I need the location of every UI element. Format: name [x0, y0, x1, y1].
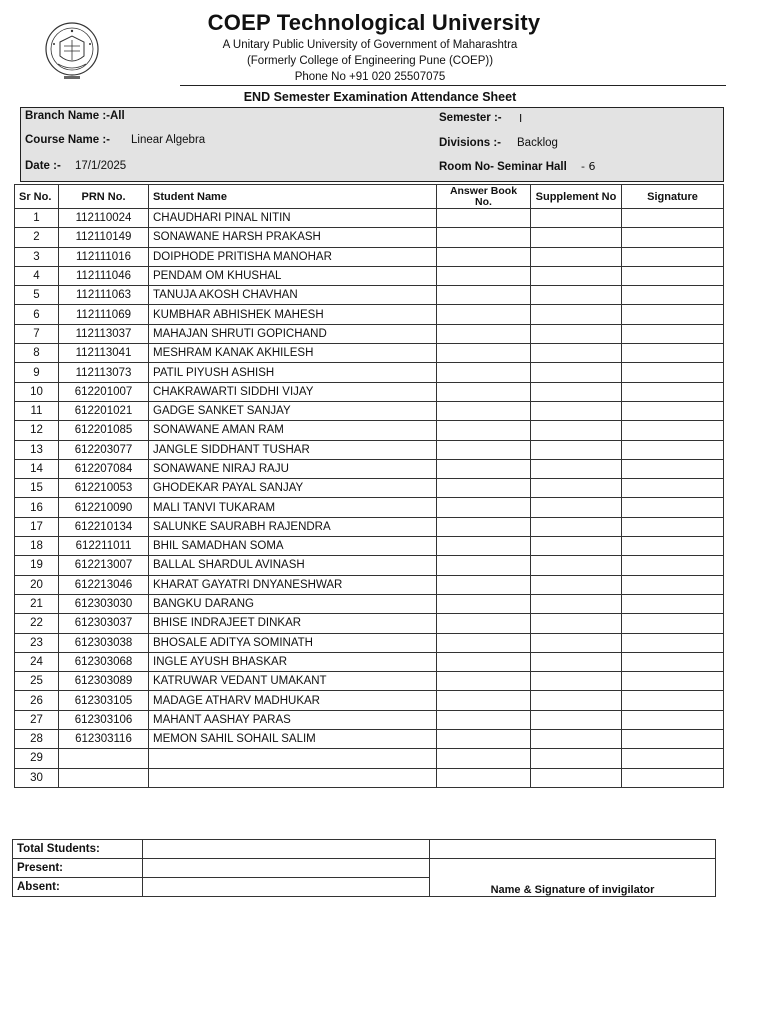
prn-cell: 112113037 — [59, 324, 149, 343]
prn-cell: 612303068 — [59, 652, 149, 671]
sr-cell: 29 — [15, 749, 59, 768]
sr-cell: 16 — [15, 498, 59, 517]
supplement-cell[interactable] — [531, 479, 622, 498]
sr-cell: 24 — [15, 652, 59, 671]
signature-cell[interactable] — [622, 421, 724, 440]
signature-cell[interactable] — [622, 633, 724, 652]
signature-cell[interactable] — [622, 344, 724, 363]
supplement-cell[interactable] — [531, 691, 622, 710]
present-label: Present: — [13, 859, 143, 878]
signature-cell[interactable] — [622, 247, 724, 266]
table-row — [15, 305, 724, 324]
supplement-cell[interactable] — [531, 324, 622, 343]
col-header-prn: PRN No. — [59, 185, 149, 209]
supplement-cell[interactable] — [531, 652, 622, 671]
supplement-cell[interactable] — [531, 440, 622, 459]
student-name-cell: SALUNKE SAURABH RAJENDRA — [149, 517, 437, 536]
supplement-cell[interactable] — [531, 575, 622, 594]
answer-book-cell[interactable] — [437, 363, 531, 382]
attendance-table — [14, 184, 724, 788]
sr-cell: 13 — [15, 440, 59, 459]
student-name-cell: SONAWANE NIRAJ RAJU — [149, 459, 437, 478]
supplement-cell[interactable] — [531, 768, 622, 787]
signature-cell[interactable] — [622, 479, 724, 498]
signature-cell[interactable] — [622, 209, 724, 228]
signature-cell[interactable] — [622, 672, 724, 691]
signature-cell[interactable] — [622, 691, 724, 710]
supplement-cell[interactable] — [531, 730, 622, 749]
prn-cell: 612201021 — [59, 401, 149, 420]
answer-book-cell[interactable] — [437, 459, 531, 478]
table-row — [15, 652, 724, 671]
table-row — [15, 401, 724, 420]
sheet-title: END Semester Examination Attendance Sheet — [243, 90, 517, 104]
student-name-cell: TANUJA AKOSH CHAVHAN — [149, 286, 437, 305]
prn-cell: 612203077 — [59, 440, 149, 459]
table-row — [15, 382, 724, 401]
signature-cell[interactable] — [622, 556, 724, 575]
table-row — [15, 768, 724, 787]
signature-cell[interactable] — [622, 305, 724, 324]
sr-cell: 27 — [15, 710, 59, 729]
prn-cell: 612303116 — [59, 730, 149, 749]
student-name-cell: GADGE SANKET SANJAY — [149, 401, 437, 420]
course-label: Course Name :- — [25, 134, 110, 146]
exam-info-box — [20, 107, 724, 182]
table-row — [15, 286, 724, 305]
semester-label: Semester :- — [439, 112, 502, 124]
student-name-cell: MALI TANVI TUKARAM — [149, 498, 437, 517]
supplement-cell[interactable] — [531, 556, 622, 575]
answer-book-cell[interactable] — [437, 247, 531, 266]
answer-book-cell[interactable] — [437, 344, 531, 363]
table-row — [15, 266, 724, 285]
table-row — [15, 575, 724, 594]
signature-cell[interactable] — [622, 517, 724, 536]
student-name-cell: PENDAM OM KHUSHAL — [149, 266, 437, 285]
total-students-label: Total Students: — [13, 840, 143, 859]
supplement-cell[interactable] — [531, 344, 622, 363]
sr-cell: 19 — [15, 556, 59, 575]
signature-cell[interactable] — [622, 498, 724, 517]
sr-cell: 9 — [15, 363, 59, 382]
prn-cell: 112110149 — [59, 228, 149, 247]
sr-cell: 14 — [15, 459, 59, 478]
student-name-cell — [149, 749, 437, 768]
answer-book-cell[interactable] — [437, 228, 531, 247]
table-row — [15, 517, 724, 536]
supplement-cell[interactable] — [531, 459, 622, 478]
total-students-value[interactable] — [143, 840, 430, 859]
semester-value: I — [519, 112, 523, 125]
answer-book-cell[interactable] — [437, 710, 531, 729]
sr-cell: 10 — [15, 382, 59, 401]
divisions-label: Divisions :- — [439, 137, 501, 149]
supplement-cell[interactable] — [531, 382, 622, 401]
sr-cell: 12 — [15, 421, 59, 440]
prn-cell: 612207084 — [59, 459, 149, 478]
signature-cell[interactable] — [622, 614, 724, 633]
supplement-cell[interactable] — [531, 305, 622, 324]
prn-cell: 612213046 — [59, 575, 149, 594]
supplement-cell[interactable] — [531, 421, 622, 440]
prn-cell: 612210053 — [59, 479, 149, 498]
university-seal-icon — [40, 20, 104, 82]
sr-cell: 1 — [15, 209, 59, 228]
signature-cell[interactable] — [622, 749, 724, 768]
supplement-cell[interactable] — [531, 363, 622, 382]
answer-book-cell[interactable] — [437, 324, 531, 343]
table-row — [15, 209, 724, 228]
prn-cell: 612201007 — [59, 382, 149, 401]
answer-book-cell[interactable] — [437, 575, 531, 594]
table-row — [15, 556, 724, 575]
sr-cell: 17 — [15, 517, 59, 536]
answer-book-cell[interactable] — [437, 209, 531, 228]
university-phone: Phone No +91 020 25507075 — [294, 71, 446, 83]
answer-book-cell[interactable] — [437, 421, 531, 440]
signature-cell[interactable] — [622, 537, 724, 556]
table-row — [15, 247, 724, 266]
prn-cell: 112111069 — [59, 305, 149, 324]
student-name-cell: BANGKU DARANG — [149, 594, 437, 613]
prn-cell: 612213007 — [59, 556, 149, 575]
prn-cell: 612210090 — [59, 498, 149, 517]
signature-cell[interactable] — [622, 382, 724, 401]
col-header-signature: Signature — [622, 185, 724, 209]
prn-cell: 612210134 — [59, 517, 149, 536]
answer-book-cell[interactable] — [437, 440, 531, 459]
supplement-cell[interactable] — [531, 633, 622, 652]
student-name-cell: MADAGE ATHARV MADHUKAR — [149, 691, 437, 710]
prn-cell: 112113041 — [59, 344, 149, 363]
course-value: Linear Algebra — [131, 134, 206, 146]
date-label: Date :- — [25, 160, 61, 172]
answer-book-cell[interactable] — [437, 614, 531, 633]
signature-cell[interactable] — [622, 440, 724, 459]
total-students-row — [13, 840, 716, 859]
room-label: Room No- Seminar Hall — [439, 161, 567, 173]
university-subtitle: A Unitary Public University of Government of Maharashtra — [222, 39, 518, 51]
student-name-cell: INGLE AYUSH BHASKAR — [149, 652, 437, 671]
col-header-answer-book: Answer Book No. — [437, 185, 531, 209]
university-name: COEP Technological University — [207, 10, 541, 35]
answer-book-cell[interactable] — [437, 691, 531, 710]
signature-cell[interactable] — [622, 459, 724, 478]
sr-cell: 25 — [15, 672, 59, 691]
table-row — [15, 594, 724, 613]
table-row — [15, 614, 724, 633]
signature-cell[interactable] — [622, 266, 724, 285]
table-row — [15, 498, 724, 517]
student-name-cell: KUMBHAR ABHISHEK MAHESH — [149, 305, 437, 324]
answer-book-cell[interactable] — [437, 498, 531, 517]
student-name-cell: MAHANT AASHAY PARAS — [149, 710, 437, 729]
student-name-cell: MEMON SAHIL SOHAIL SALIM — [149, 730, 437, 749]
university-former-name: (Formerly College of Engineering Pune (COEP)) — [246, 55, 494, 67]
signature-cell[interactable] — [622, 286, 724, 305]
sr-cell: 28 — [15, 730, 59, 749]
prn-cell: 112113073 — [59, 363, 149, 382]
signature-cell[interactable] — [622, 401, 724, 420]
absent-value[interactable] — [143, 878, 430, 897]
answer-book-cell[interactable] — [437, 594, 531, 613]
sr-cell: 18 — [15, 537, 59, 556]
prn-cell: 612303037 — [59, 614, 149, 633]
prn-cell — [59, 768, 149, 787]
prn-cell: 612211011 — [59, 537, 149, 556]
sr-cell: 15 — [15, 479, 59, 498]
sr-cell: 6 — [15, 305, 59, 324]
supplement-cell[interactable] — [531, 401, 622, 420]
table-row — [15, 228, 724, 247]
student-name-cell — [149, 768, 437, 787]
answer-book-cell[interactable] — [437, 401, 531, 420]
prn-cell: 112110024 — [59, 209, 149, 228]
student-name-cell: BHISE INDRAJEET DINKAR — [149, 614, 437, 633]
col-header-name: Student Name — [149, 185, 437, 209]
prn-cell: 112111046 — [59, 266, 149, 285]
prn-cell: 112111063 — [59, 286, 149, 305]
answer-book-cell[interactable] — [437, 286, 531, 305]
summary-table — [12, 839, 716, 897]
answer-book-cell[interactable] — [437, 633, 531, 652]
prn-cell: 612201085 — [59, 421, 149, 440]
answer-book-cell[interactable] — [437, 305, 531, 324]
prn-cell: 612303089 — [59, 672, 149, 691]
signature-cell[interactable] — [622, 363, 724, 382]
sr-cell: 22 — [15, 614, 59, 633]
sr-cell: 23 — [15, 633, 59, 652]
signature-cell[interactable] — [622, 575, 724, 594]
supplement-cell[interactable] — [531, 228, 622, 247]
prn-cell — [59, 749, 149, 768]
table-row — [15, 479, 724, 498]
sr-cell: 3 — [15, 247, 59, 266]
supplement-cell[interactable] — [531, 749, 622, 768]
student-name-cell: DOIPHODE PRITISHA MANOHAR — [149, 247, 437, 266]
table-row — [15, 672, 724, 691]
table-row — [15, 710, 724, 729]
supplement-cell[interactable] — [531, 266, 622, 285]
divisions-value: Backlog — [517, 137, 558, 149]
student-name-cell: MESHRAM KANAK AKHILESH — [149, 344, 437, 363]
prn-cell: 112111016 — [59, 247, 149, 266]
invigilator-cell-top — [430, 840, 716, 859]
sr-cell: 7 — [15, 324, 59, 343]
answer-book-cell[interactable] — [437, 517, 531, 536]
student-name-cell: PATIL PIYUSH ASHISH — [149, 363, 437, 382]
supplement-cell[interactable] — [531, 498, 622, 517]
header-divider — [180, 85, 726, 86]
table-row — [15, 633, 724, 652]
student-name-cell: MAHAJAN SHRUTI GOPICHAND — [149, 324, 437, 343]
student-name-cell: GHODEKAR PAYAL SANJAY — [149, 479, 437, 498]
prn-cell: 612303106 — [59, 710, 149, 729]
sr-cell: 5 — [15, 286, 59, 305]
sr-cell: 30 — [15, 768, 59, 787]
table-row — [15, 440, 724, 459]
supplement-cell[interactable] — [531, 672, 622, 691]
answer-book-cell[interactable] — [437, 749, 531, 768]
present-row — [13, 859, 716, 878]
signature-cell[interactable] — [622, 228, 724, 247]
absent-label: Absent: — [13, 878, 143, 897]
student-name-cell: JANGLE SIDDHANT TUSHAR — [149, 440, 437, 459]
col-header-sr: Sr No. — [15, 185, 59, 209]
student-name-cell: CHAUDHARI PINAL NITIN — [149, 209, 437, 228]
supplement-cell[interactable] — [531, 537, 622, 556]
table-row — [15, 459, 724, 478]
supplement-cell[interactable] — [531, 247, 622, 266]
answer-book-cell[interactable] — [437, 672, 531, 691]
date-value: 17/1/2025 — [75, 160, 127, 172]
invigilator-signature[interactable]: Name & Signature of invigilator — [430, 859, 716, 897]
sr-cell: 11 — [15, 401, 59, 420]
prn-cell: 612303030 — [59, 594, 149, 613]
table-row — [15, 324, 724, 343]
student-name-cell: BHIL SAMADHAN SOMA — [149, 537, 437, 556]
table-row — [15, 344, 724, 363]
signature-cell[interactable] — [622, 324, 724, 343]
table-row — [15, 363, 724, 382]
table-row — [15, 421, 724, 440]
sr-cell: 26 — [15, 691, 59, 710]
table-row — [15, 537, 724, 556]
answer-book-cell[interactable] — [437, 556, 531, 575]
student-name-cell: BALLAL SHARDUL AVINASH — [149, 556, 437, 575]
answer-book-cell[interactable] — [437, 537, 531, 556]
sr-cell: 8 — [15, 344, 59, 363]
answer-book-cell[interactable] — [437, 652, 531, 671]
answer-book-cell[interactable] — [437, 382, 531, 401]
table-row — [15, 749, 724, 768]
table-row — [15, 730, 724, 749]
signature-cell[interactable] — [622, 710, 724, 729]
answer-book-cell[interactable] — [437, 730, 531, 749]
answer-book-cell[interactable] — [437, 479, 531, 498]
student-name-cell: SONAWANE AMAN RAM — [149, 421, 437, 440]
signature-cell[interactable] — [622, 652, 724, 671]
supplement-cell[interactable] — [531, 614, 622, 633]
prn-cell: 612303105 — [59, 691, 149, 710]
supplement-cell[interactable] — [531, 286, 622, 305]
table-row — [15, 691, 724, 710]
table-header-row — [15, 185, 724, 209]
student-name-cell: KATRUWAR VEDANT UMAKANT — [149, 672, 437, 691]
col-header-supplement: Supplement No — [531, 185, 622, 209]
student-name-cell: CHAKRAWARTI SIDDHI VIJAY — [149, 382, 437, 401]
branch-name: Branch Name :-All — [25, 110, 125, 122]
supplement-cell[interactable] — [531, 209, 622, 228]
student-name-cell: SONAWANE HARSH PRAKASH — [149, 228, 437, 247]
sr-cell: 21 — [15, 594, 59, 613]
prn-cell: 612303038 — [59, 633, 149, 652]
student-name-cell: BHOSALE ADITYA SOMINATH — [149, 633, 437, 652]
signature-cell[interactable] — [622, 768, 724, 787]
supplement-cell[interactable] — [531, 517, 622, 536]
room-value: - 6 — [581, 160, 596, 173]
signature-cell[interactable] — [622, 594, 724, 613]
answer-book-cell[interactable] — [437, 266, 531, 285]
signature-cell[interactable] — [622, 730, 724, 749]
answer-book-cell[interactable] — [437, 768, 531, 787]
attendance-rows — [15, 209, 724, 788]
sr-cell: 4 — [15, 266, 59, 285]
present-value[interactable] — [143, 859, 430, 878]
supplement-cell[interactable] — [531, 710, 622, 729]
sr-cell: 20 — [15, 575, 59, 594]
sr-cell: 2 — [15, 228, 59, 247]
student-name-cell: KHARAT GAYATRI DNYANESHWAR — [149, 575, 437, 594]
supplement-cell[interactable] — [531, 594, 622, 613]
